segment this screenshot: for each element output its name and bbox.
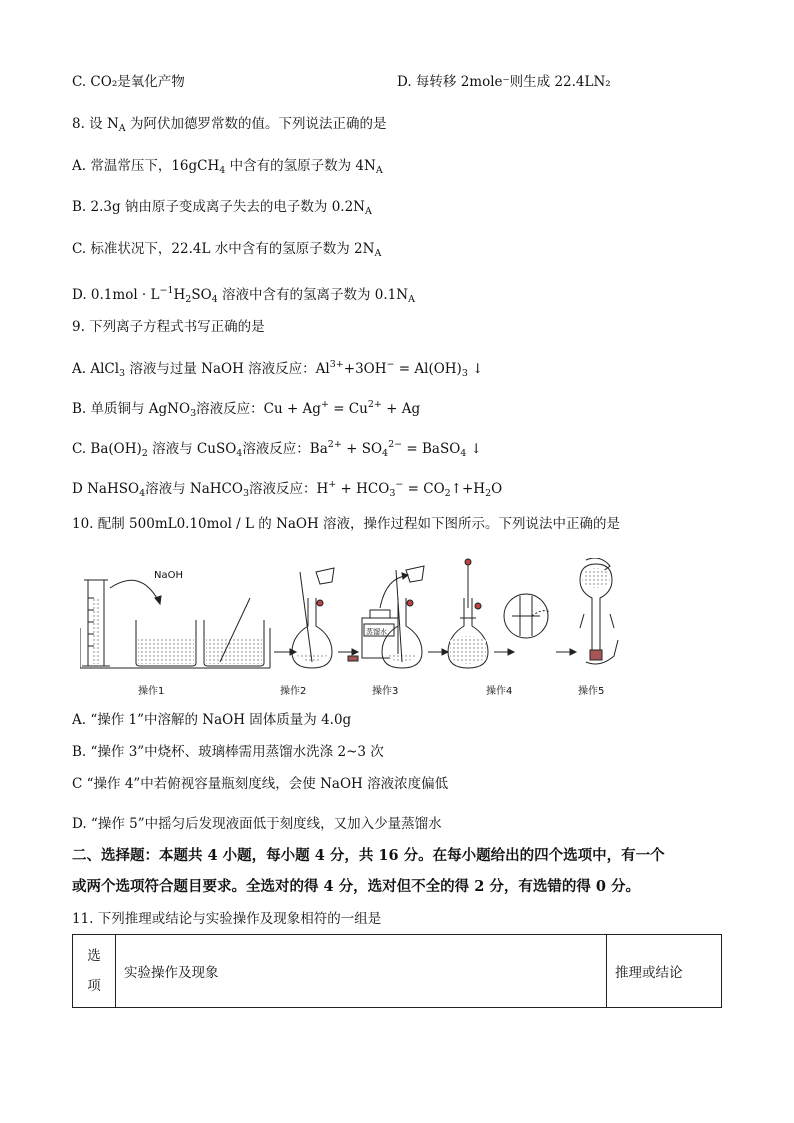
flask-op2: [292, 568, 334, 668]
q9-option-a: A. AlCl$_3$ 溶液与过量 NaOH 溶液反应：$Al^{3+}+3OH^- = Al(OH)_3$ ↓: [72, 359, 484, 379]
caption-op2: 操作2: [280, 686, 307, 697]
beaker-dissolve: [136, 620, 196, 666]
section2-heading-line2: 或两个选项符合题目要求。全选对的得 4 分，选对但不全的得 2 分，有选错的得 0 分。: [72, 878, 641, 895]
q8-option-b: B. 2.3g 钠由原子变成离子失去的电子数为 $0.2N_A$: [72, 199, 372, 217]
q10-option-c: C “操作 4”中若俯视容量瓶刻度线，会使 NaOH 溶液浓度偏低: [72, 776, 449, 792]
solution-preparation-diagram: [80, 558, 620, 698]
q10-option-a: A. “操作 1”中溶解的 NaOH 固体质量为 4.0g: [72, 712, 352, 728]
q10-stem: 10. 配制 500mL0.10mol / L 的 NaOH 溶液，操作过程如下图所示。下列说法中正确的是: [72, 516, 621, 532]
caption-op1: 操作1: [138, 686, 165, 697]
q11-table: [72, 934, 722, 1008]
graduated-cylinder: [82, 580, 110, 666]
beaker-stir: [204, 598, 264, 666]
q9-option-c: C. $Ba(OH)_2$ 溶液与 CuSO$_4$溶液反应：$Ba^{2+} + SO_4^{2-}$ = BaSO$_4$ ↓: [72, 439, 482, 459]
q11-stem: 11. 下列推理或结论与实验操作及现象相符的一组是: [72, 911, 382, 927]
q9-option-d: D NaHSO$_4$溶液与 NaHCO$_3$溶液反应：$H^+ + HCO_3^-$ = $CO_2↑+H_2O$: [72, 479, 503, 499]
bottle-label: 蒸馏水: [366, 628, 387, 636]
diagram-svg: [80, 558, 620, 698]
q10-option-d: D. “操作 5”中摇匀后发现液面低于刻度线，又加入少量蒸馏水: [72, 816, 442, 832]
header-conclusion: 推理或结论: [607, 935, 722, 1008]
table-row: [73, 935, 722, 1008]
section2-heading-line1: 二、选择题：本题共 4 小题，每小题 4 分，共 16 分。在每小题给出的四个选项中，有一个: [72, 847, 665, 864]
q9-stem: 9. 下列离子方程式书写正确的是: [72, 319, 265, 335]
q9-option-b: B. 单质铜与 AgNO$_3$溶液反应：$Cu + Ag^+ = Cu^{2+} + Ag$: [72, 399, 421, 419]
naoh-label: NaOH: [154, 570, 183, 581]
caption-op5: 操作5: [578, 686, 605, 697]
caption-op4: 操作4: [486, 686, 513, 697]
q8-option-c: C. 标准状况下，22.4L 水中含有的氢原子数为 $2N_A$: [72, 241, 382, 259]
header-operation: 实验操作及现象: [116, 935, 607, 1008]
q7-option-d: D. 每转移 2mole⁻则生成 22.4LN₂: [397, 74, 611, 90]
caption-op3: 操作3: [372, 686, 399, 697]
header-option: 选 项: [73, 935, 116, 1008]
meniscus-zoom: [504, 594, 550, 638]
flask-op4: [448, 559, 488, 668]
q10-option-b: B. “操作 3”中烧杯、玻璃棒需用蒸馏水洗涤 2~3 次: [72, 744, 384, 760]
naoh-arrow: [110, 580, 158, 600]
q8-stem: 8. 设 $N_A$ 为阿伏加德罗常数的值。下列说法正确的是: [72, 116, 387, 134]
q7-option-c: C. CO₂是氧化产物: [72, 74, 185, 90]
glass-rod: [300, 572, 312, 662]
q8-option-a: A. 常温常压下，16gCH$_4$ 中含有的氢原子数为 $4N_A$: [72, 158, 383, 176]
flask-op3: [382, 566, 424, 668]
q8-option-d: D. $0.1mol \cdot L^{-1}H_2SO_4$ 溶液中含有的氢离子数为 $0.1N_A$: [72, 285, 415, 305]
flask-op5: [580, 558, 618, 664]
